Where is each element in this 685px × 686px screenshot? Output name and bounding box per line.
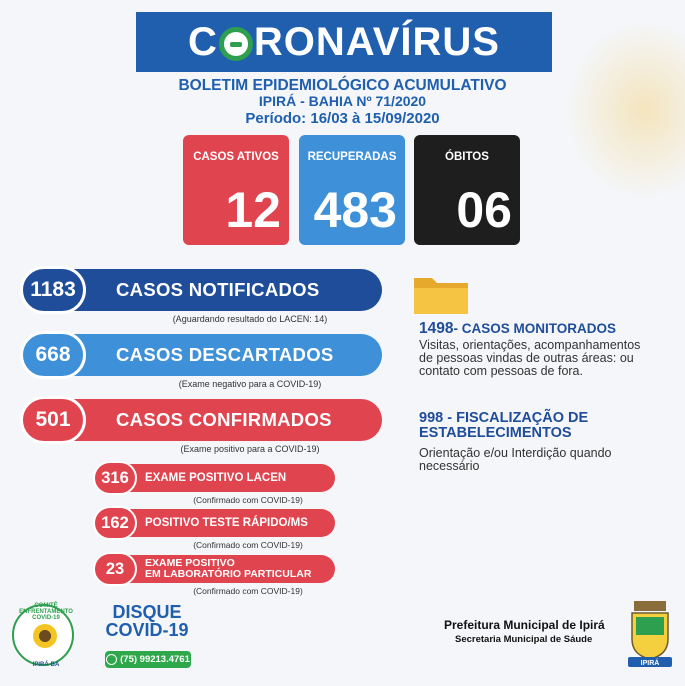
phone-number: (75) 99213.4761 <box>120 654 190 665</box>
stat-note: (Exame positivo para a COVID-19) <box>180 444 320 454</box>
sub-stat-note: (Confirmado com COVID-19) <box>193 540 303 550</box>
card-value: 06 <box>456 182 512 238</box>
inspection-description: Orientação e/ou Interdição quando necessário <box>419 446 612 473</box>
virus-icon <box>219 27 253 61</box>
sub-stat-value: 162 <box>93 506 137 540</box>
coat-of-arms-icon <box>626 597 674 669</box>
monitored-label: - CASOS MONITORADOS <box>453 321 616 336</box>
sub-stat-label-line2: EM LABORATÓRIO PARTICULAR <box>145 568 312 580</box>
stat-note: (Aguardando resultado do LACEN: 14) <box>172 314 328 324</box>
sub-stat-note: (Confirmado com COVID-19) <box>193 495 303 505</box>
secretaria-name: Secretaria Municipal de Sáude <box>455 634 593 645</box>
emblem-top-text: COMITÊ ENFRENTAMENTO COVID-19 <box>19 603 73 621</box>
prefeitura-name: Prefeitura Municipal de Ipirá <box>444 618 605 632</box>
coat-label: IPIRÁ <box>640 660 660 667</box>
sub-stat-label: EXAME POSITIVO LACEN <box>123 464 335 492</box>
sub-stat-label <box>123 555 335 583</box>
bulletin-location: IPIRÁ - BAHIA Nº 71/2020 <box>258 93 427 109</box>
bulletin-period: Período: 16/03 à 15/09/2020 <box>245 110 440 127</box>
deaths-card <box>414 135 520 245</box>
stat-value: 501 <box>20 396 86 444</box>
inspection-label: - FISCALIZAÇÃO DE ESTABELECIMENTOS <box>419 410 589 441</box>
hotline-heading <box>102 603 192 639</box>
stat-note: (Exame negativo para a COVID-19) <box>178 379 322 389</box>
sub-stat-value: 316 <box>93 461 137 495</box>
hotline-phone[interactable] <box>105 651 191 668</box>
recovered-card <box>299 135 405 245</box>
card-label: CASOS ATIVOS <box>193 151 279 163</box>
card-value: 483 <box>313 182 397 238</box>
sub-stat-label: POSITIVO TESTE RÁPIDO/MS <box>123 509 335 537</box>
monitored-heading <box>419 320 616 338</box>
sunflower-icon <box>33 624 57 648</box>
title-letter-c: C <box>188 19 218 64</box>
whatsapp-icon <box>106 654 117 665</box>
stat-value: 668 <box>20 331 86 379</box>
sub-stat-label-line1: EXAME POSITIVO <box>145 557 235 569</box>
card-label: ÓBITOS <box>445 151 489 163</box>
monitored-description: Visitas, orientações, acompanhamentos de pessoas vindas de outras áreas: ou contato com pessoas de fora. <box>419 338 641 378</box>
card-label: RECUPERADAS <box>307 151 397 163</box>
hotline-line2: COVID-19 <box>105 620 189 640</box>
sub-stat-value: 23 <box>93 552 137 586</box>
hotline-line1: DISQUE <box>112 602 182 622</box>
monitored-value: 1498 <box>419 320 454 337</box>
title-rest: RONAVÍRUS <box>253 19 500 64</box>
stat-label: CASOS CONFIRMADOS <box>74 399 382 441</box>
bulletin-title: BOLETIM EPIDEMIOLÓGICO ACUMULATIVO <box>178 77 507 94</box>
card-value: 12 <box>225 182 281 238</box>
stat-label: CASOS DESCARTADOS <box>74 334 382 376</box>
inspection-value: 998 <box>419 410 444 426</box>
emblem-bottom-text: IPIRÁ-BA <box>32 662 60 668</box>
sub-stat-note: (Confirmado com COVID-19) <box>193 586 303 596</box>
folder-icon <box>412 270 470 316</box>
stat-label: CASOS NOTIFICADOS <box>74 269 382 311</box>
active-cases-card <box>183 135 289 245</box>
stat-value: 1183 <box>20 266 86 314</box>
page-title <box>136 12 552 72</box>
inspection-heading <box>419 411 639 441</box>
